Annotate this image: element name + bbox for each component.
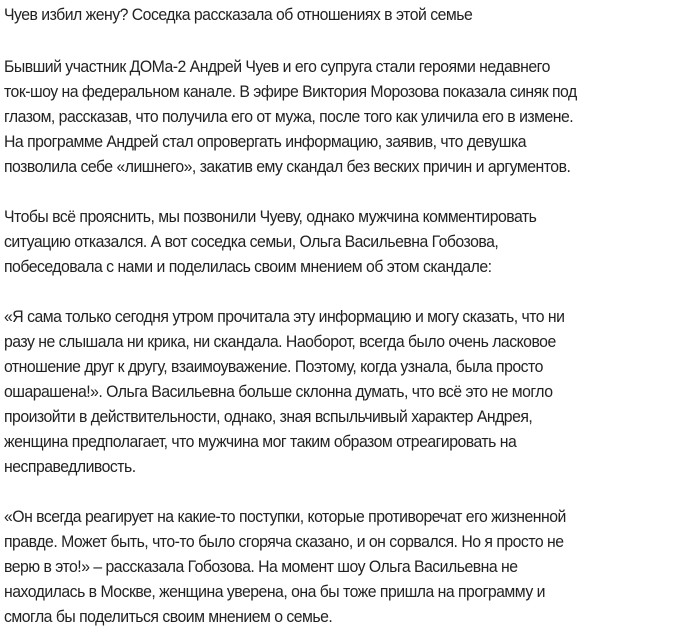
paragraph-line: «Я сама только сегодня утром прочитала эту информацию и могу сказать, что ни: [4, 307, 565, 326]
paragraph-line: находилась в Москве, женщина уверена, она бы тоже пришла на программу и: [4, 582, 545, 601]
paragraph-line: верю в это!» – рассказала Гобозова. На момент шоу Ольга Васильевна не: [4, 557, 518, 576]
article-title: Чуев избил жену? Соседка рассказала об отношениях в этой семье: [4, 5, 473, 24]
paragraph-line: ситуацию отказался. А вот соседка семьи, Ольга Васильевна Гобозова,: [4, 232, 499, 251]
paragraph-line: На программе Андрей стал опровергать информацию, заявив, что девушка: [4, 132, 526, 151]
paragraph-line: ошарашена!». Ольга Васильевна больше склонна думать, что всё это не могло: [4, 382, 553, 401]
paragraph-line: «Он всегда реагирует на какие-то поступки, которые противоречат его жизненной: [4, 507, 566, 526]
paragraph-line: побеседовала с нами и поделилась своим мнением об этом скандале:: [4, 257, 492, 276]
paragraph-line: Бывший участник ДОМа-2 Андрей Чуев и его супруга стали героями недавнего: [4, 57, 550, 76]
paragraph-line: отношение друг к другу, взаимоуважение. Поэтому, когда узнала, была просто: [4, 357, 543, 376]
paragraph-line: Чтобы всё прояснить, мы позвонили Чуеву, однако мужчина комментировать: [4, 207, 537, 226]
paragraph-line: разу не слышала ни крика, ни скандала. Наоборот, всегда было очень ласковое: [4, 332, 556, 351]
paragraph-line: правде. Может быть, что-то было сгоряча сказано, и он сорвался. Но я просто не: [4, 532, 564, 551]
paragraph-line: ток-шоу на федеральном канале. В эфире Виктория Морозова показала синяк под: [4, 82, 577, 101]
paragraph-line: глазом, рассказав, что получила его от мужа, после того как уличила его в измене.: [4, 107, 574, 126]
paragraph-line: несправедливость.: [4, 457, 136, 476]
paragraph-line: произойти в действительности, однако, зная вспыльчивый характер Андрея,: [4, 407, 533, 426]
paragraph-line: женщина предполагает, что мужчина мог таким образом отреагировать на: [4, 432, 517, 451]
paragraph-line: смогла бы поделиться своим мнением о семье.: [4, 607, 333, 626]
paragraph-line: позволила себе «лишнего», закатив ему скандал без веских причин и аргументов.: [4, 157, 571, 176]
